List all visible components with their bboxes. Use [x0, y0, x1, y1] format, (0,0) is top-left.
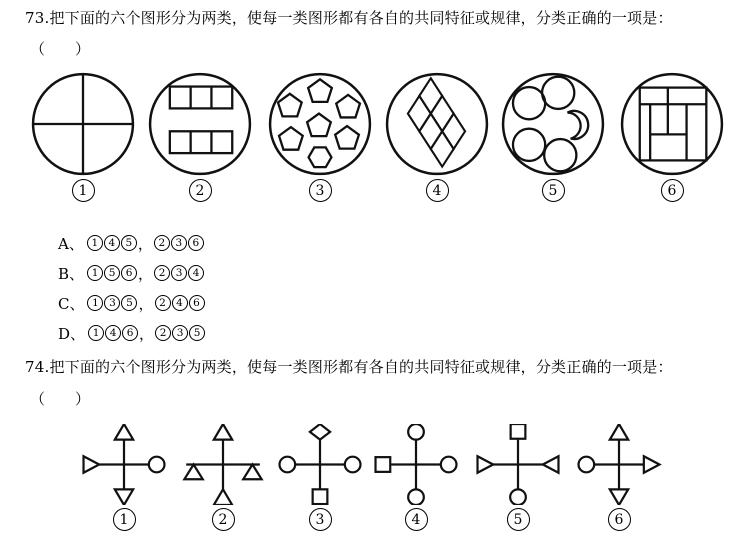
bottom-tri-up-shape	[214, 489, 232, 505]
cross-figure-drawing	[573, 424, 665, 505]
pentagons-drawing	[268, 72, 372, 176]
rhombus-lattice-drawing	[385, 72, 489, 176]
brick-rectangles-drawing	[620, 72, 724, 176]
top-tri-up-shape	[115, 424, 133, 440]
circled-digit-3: 3	[172, 325, 188, 341]
option-group-2	[155, 325, 205, 341]
right-tri-up-shape	[243, 465, 261, 480]
q73-figure-label	[620, 179, 724, 202]
q74-answer-paren: （ ）	[30, 390, 91, 408]
top-circle-shape	[408, 424, 424, 440]
q73-answer-paren: （ ）	[30, 40, 91, 58]
option-B[interactable]	[58, 258, 206, 288]
q74-figure-label	[472, 508, 564, 531]
q73-stem: 73.把下面的六个图形分为两类，使每一类图形都有各自的共同特征或规律，分类正确的一项是：	[25, 9, 673, 27]
option-D[interactable]	[58, 318, 206, 348]
circled-digit-4: 4	[104, 235, 120, 251]
top-square-shape	[511, 424, 526, 439]
q74-figure-4-cross	[370, 424, 462, 531]
q74-figure-label	[370, 508, 462, 531]
option-letter: C、	[58, 294, 85, 313]
q73-figure-1-circle-quadrants	[31, 72, 135, 202]
q73-figure-3-pentagons	[268, 72, 372, 202]
circled-digit-6: 6	[189, 295, 205, 311]
q74-figure-label	[78, 508, 170, 531]
circled-digit-4: 4	[105, 325, 121, 341]
circled-digit-1: 1	[113, 508, 136, 531]
option-letter: D、	[58, 324, 86, 343]
option-comma: ，	[138, 264, 154, 283]
cross-figure-drawing	[177, 424, 269, 505]
q73-options-list	[58, 228, 206, 348]
circled-digit-6: 6	[661, 179, 684, 202]
circled-digit-4: 4	[172, 295, 188, 311]
circled-digit-2: 2	[154, 235, 170, 251]
circled-digit-1: 1	[87, 295, 103, 311]
left-tri-up-shape	[184, 465, 202, 480]
q74-stem: 74.把下面的六个图形分为两类，使每一类图形都有各自的共同特征或规律，分类正确的一项是：	[25, 358, 673, 376]
circled-digit-2: 2	[155, 295, 171, 311]
q74-figure-label	[274, 508, 366, 531]
left-circle-shape	[280, 457, 296, 473]
q74-figure-label	[177, 508, 269, 531]
top-tri-up-shape	[610, 424, 628, 440]
circled-digit-5: 5	[189, 325, 205, 341]
option-A[interactable]	[58, 228, 206, 258]
circled-digit-3: 3	[309, 508, 332, 531]
circled-digit-3: 3	[104, 295, 120, 311]
right-tri-left-shape	[543, 456, 559, 473]
circled-digit-2: 2	[155, 325, 171, 341]
q73-figure-5-circles-crescent	[501, 72, 605, 202]
option-comma: ，	[138, 294, 154, 313]
circled-digit-6: 6	[121, 265, 137, 281]
circled-digit-1: 1	[72, 179, 95, 202]
q73-figure-label	[268, 179, 372, 202]
q73-figure-label	[31, 179, 135, 202]
circled-digit-6: 6	[608, 508, 631, 531]
circled-digit-4: 4	[426, 179, 449, 202]
circled-digit-5: 5	[121, 295, 137, 311]
q73-figure-label	[148, 179, 252, 202]
left-tri-right-shape	[84, 456, 100, 473]
q74-figure-1-cross	[78, 424, 170, 531]
cross-figure-drawing	[472, 424, 564, 505]
circled-digit-1: 1	[87, 235, 103, 251]
q73-figure-label	[501, 179, 605, 202]
option-letter: B、	[58, 264, 85, 283]
top-tri-up-shape	[214, 424, 232, 440]
q74-figure-6-cross	[573, 424, 665, 531]
circled-digit-6: 6	[122, 325, 138, 341]
circled-digit-3: 3	[171, 235, 187, 251]
option-letter: A、	[58, 234, 84, 253]
bottom-circle-shape	[510, 489, 526, 505]
circled-digit-4: 4	[188, 265, 204, 281]
option-comma: ，	[137, 234, 153, 253]
q74-figure-label	[573, 508, 665, 531]
q74-figure-5-cross	[472, 424, 564, 531]
circles-crescent-drawing	[501, 72, 605, 176]
circled-digit-2: 2	[212, 508, 235, 531]
right-circle-shape	[149, 457, 165, 473]
left-tri-right-shape	[478, 456, 494, 473]
circled-digit-5: 5	[507, 508, 530, 531]
circled-digit-1: 1	[88, 325, 104, 341]
option-group-2	[155, 295, 205, 311]
circled-digit-3: 3	[171, 265, 187, 281]
right-tri-right-shape	[644, 456, 660, 473]
bottom-tri-down-shape	[115, 489, 133, 505]
left-square-shape	[376, 457, 391, 472]
circled-digit-2: 2	[189, 179, 212, 202]
bottom-square-shape	[313, 489, 328, 504]
option-group-1	[87, 235, 137, 251]
bottom-circle-shape	[408, 489, 424, 505]
option-group-2	[154, 265, 204, 281]
option-comma: ，	[139, 324, 155, 343]
circled-digit-5: 5	[121, 235, 137, 251]
circle-quadrants-drawing	[31, 72, 135, 176]
q73-figure-6-brick-rectangles	[620, 72, 724, 202]
cross-figure-drawing	[78, 424, 170, 505]
q73-figure-2-two-grids	[148, 72, 252, 202]
option-group-1	[88, 325, 138, 341]
circled-digit-1: 1	[87, 265, 103, 281]
circled-digit-2: 2	[154, 265, 170, 281]
option-group-2	[154, 235, 204, 251]
circled-digit-5: 5	[104, 265, 120, 281]
q73-figure-label	[385, 179, 489, 202]
left-circle-shape	[579, 457, 595, 473]
q74-figure-2-cross	[177, 424, 269, 531]
crescent-moon-shape	[568, 111, 589, 139]
q74-figure-3-cross	[274, 424, 366, 531]
circled-digit-4: 4	[405, 508, 428, 531]
two-grids-drawing	[148, 72, 252, 176]
circled-digit-6: 6	[188, 235, 204, 251]
cross-figure-drawing	[370, 424, 462, 505]
option-group-1	[87, 295, 137, 311]
circled-digit-5: 5	[542, 179, 565, 202]
option-group-1	[87, 265, 137, 281]
right-circle-shape	[441, 457, 457, 473]
top-diamond-shape	[310, 424, 330, 440]
cross-figure-drawing	[274, 424, 366, 505]
circled-digit-3: 3	[309, 179, 332, 202]
q73-figure-4-rhombus-lattice	[385, 72, 489, 202]
bottom-tri-down-shape	[610, 489, 628, 505]
option-C[interactable]	[58, 288, 206, 318]
right-circle-shape	[345, 457, 361, 473]
